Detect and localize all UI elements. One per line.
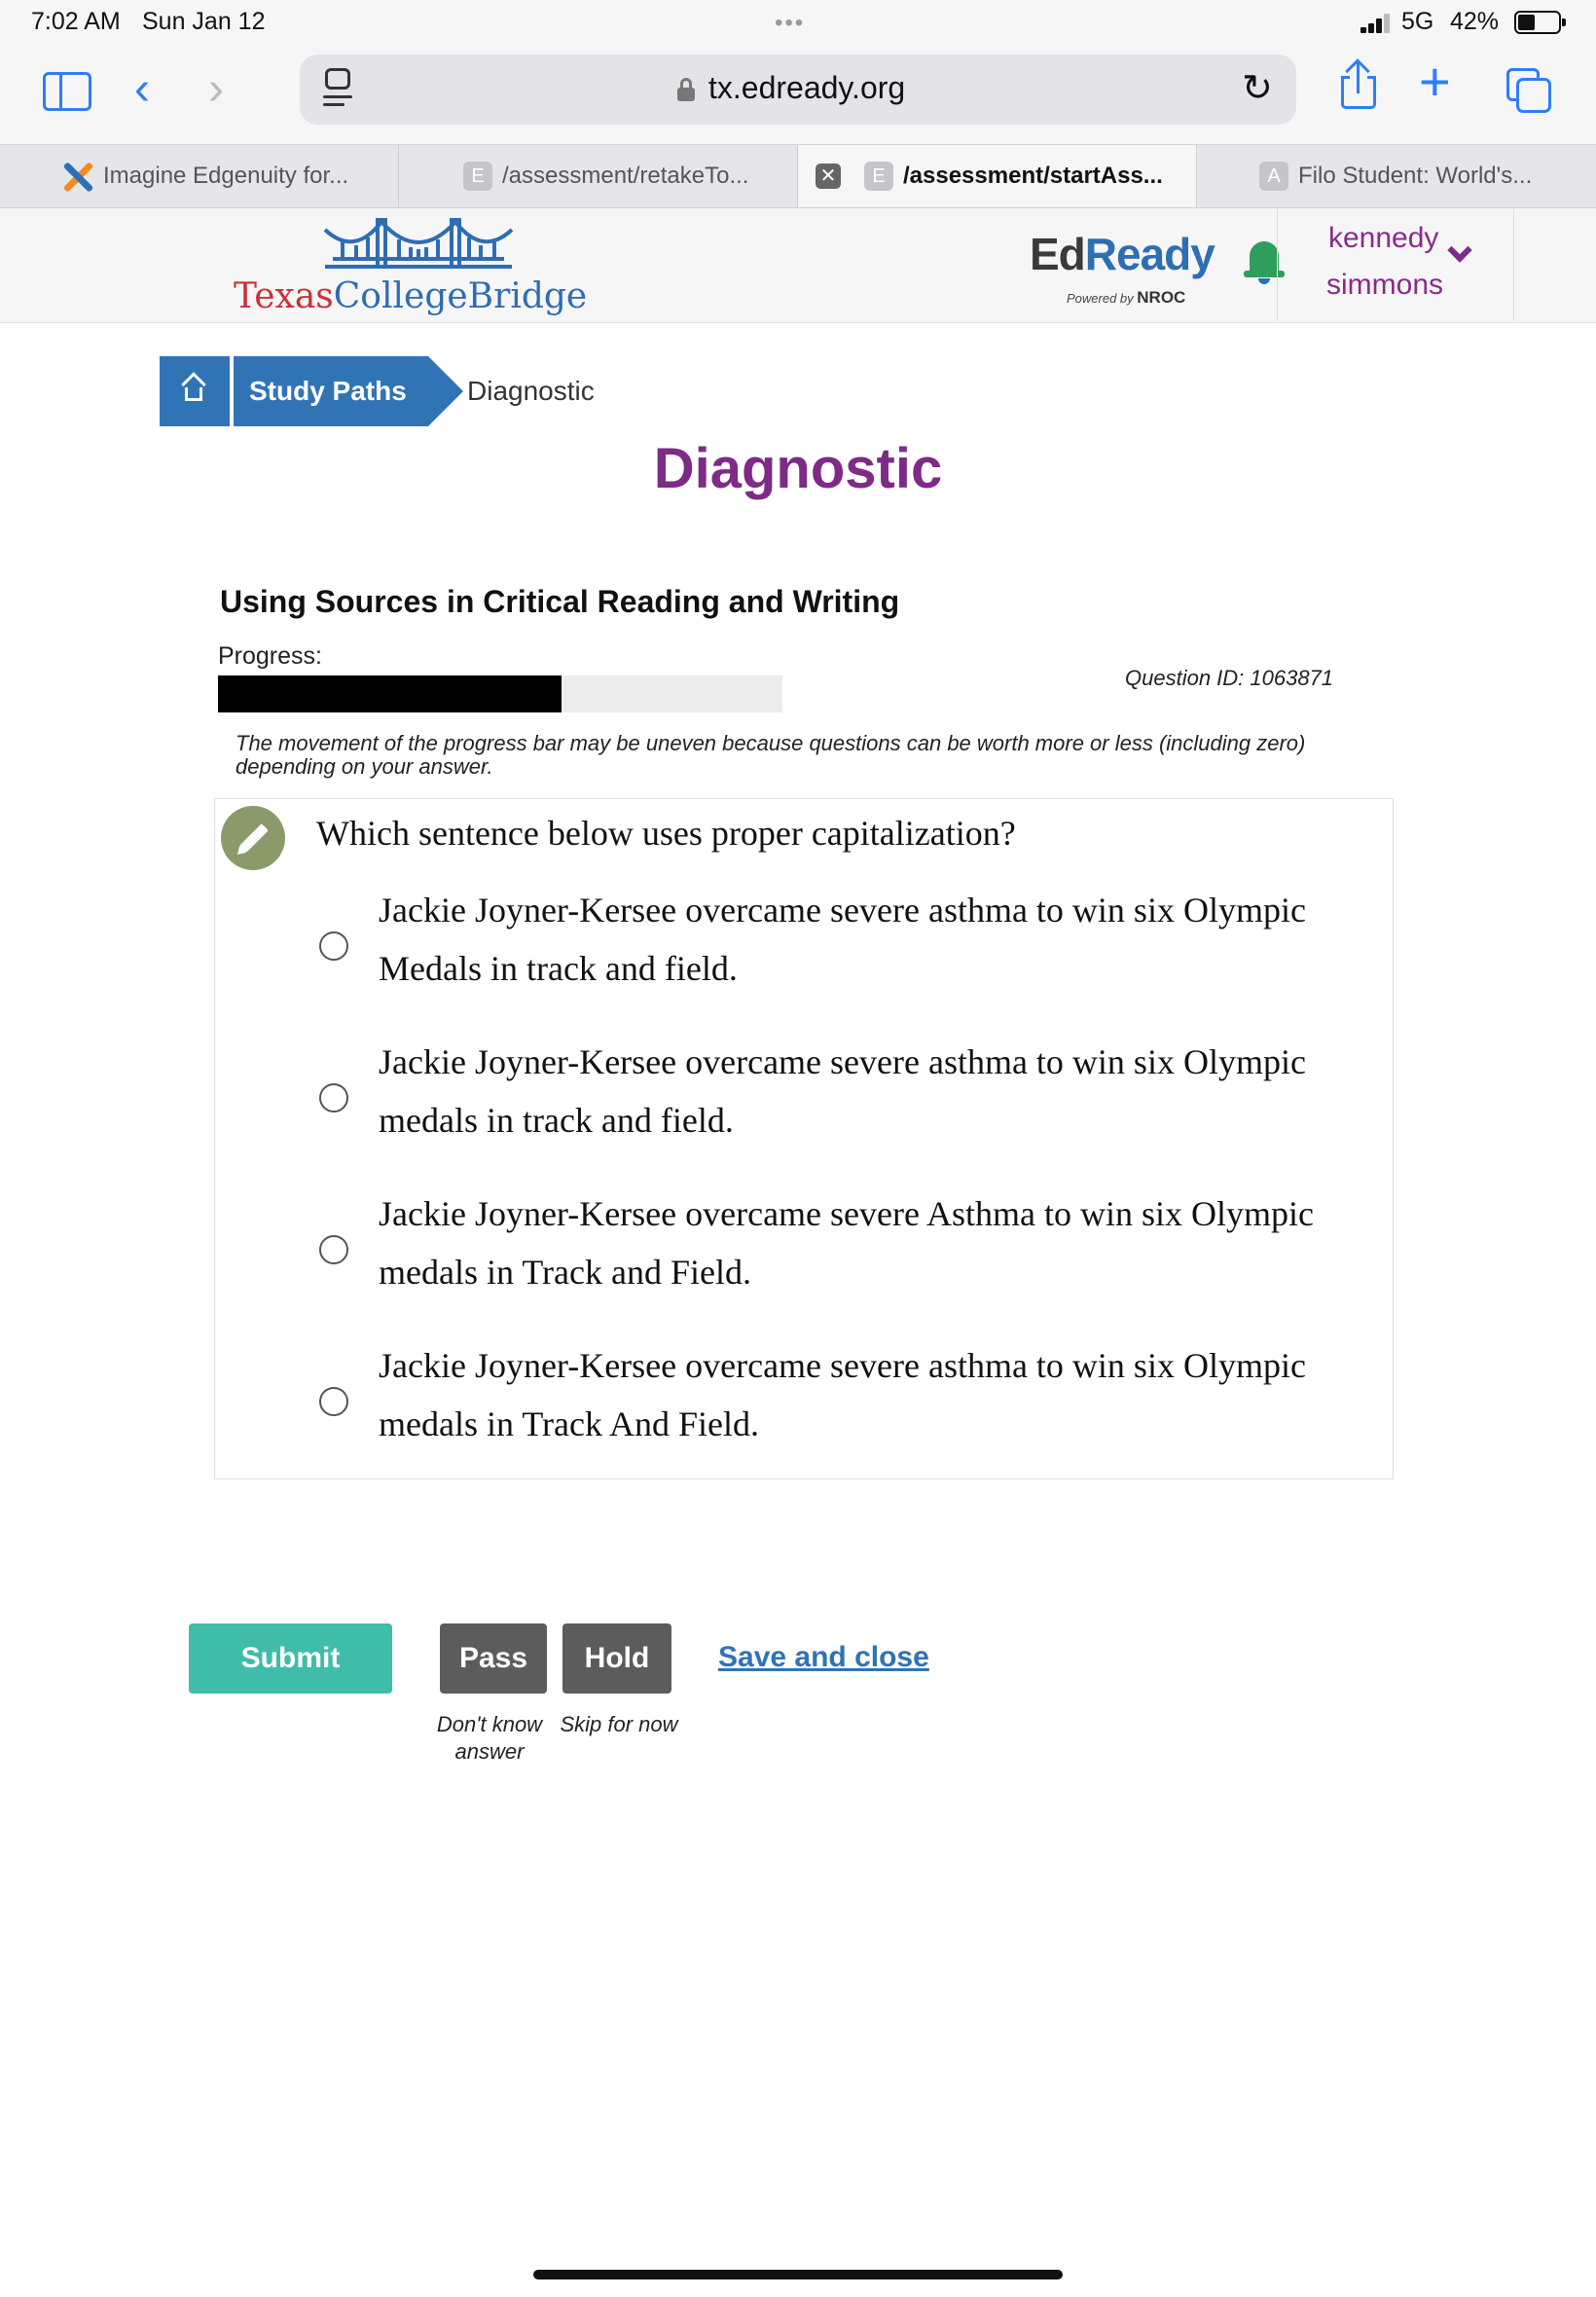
home-indicator[interactable] xyxy=(533,2270,1063,2279)
browser-tab-label: /assessment/retakeTo... xyxy=(502,163,749,189)
multitasking-dots-icon[interactable]: ••• xyxy=(775,10,806,36)
page-menu-icon[interactable] xyxy=(323,68,352,111)
edready-wordmark: EdReady xyxy=(1030,229,1215,279)
progress-bar-fill xyxy=(218,675,562,712)
pass-hint: Don't know answer xyxy=(436,1712,543,1764)
browser-tab[interactable] xyxy=(0,145,399,207)
tab-overview-icon[interactable] xyxy=(1506,68,1551,113)
breadcrumb xyxy=(160,356,841,426)
user-first-name: kennedy xyxy=(1328,222,1439,254)
favicon-e-icon: E xyxy=(864,162,893,191)
hold-button[interactable]: Hold xyxy=(562,1623,671,1694)
browser-tab[interactable] xyxy=(1197,145,1596,207)
chevron-down-icon[interactable] xyxy=(1447,237,1471,262)
breadcrumb-study-paths[interactable] xyxy=(234,356,428,426)
forward-icon[interactable]: › xyxy=(208,63,224,115)
reload-icon[interactable]: ↻ xyxy=(1242,68,1273,109)
save-and-close-link[interactable]: Save and close xyxy=(718,1641,929,1673)
hold-hint: Skip for now xyxy=(560,1712,678,1736)
favicon-e-icon: E xyxy=(463,162,492,191)
back-icon[interactable]: ‹ xyxy=(134,63,150,115)
page-title: Diagnostic xyxy=(653,437,943,500)
answer-option-text[interactable]: Jackie Joyner-Kersee overcame severe asthma to win six Olympic medals in Track And Field. xyxy=(379,1346,1306,1443)
question-prompt: Which sentence below uses proper capitalization? xyxy=(316,814,1016,853)
tcb-wordmark: TexasCollegeBridge xyxy=(234,276,588,316)
question-id: Question ID: 1063871 xyxy=(1125,666,1334,690)
edgenuity-favicon-icon xyxy=(60,161,93,194)
radio-button[interactable] xyxy=(319,1083,348,1112)
close-tab-icon[interactable]: ✕ xyxy=(816,164,841,189)
battery-percentage: 42% xyxy=(1450,8,1500,35)
status-time: 7:02 AM xyxy=(31,8,121,35)
url-text[interactable]: tx.edready.org xyxy=(708,70,906,105)
sidebar-toggle-icon[interactable] xyxy=(43,72,91,111)
browser-tab-strip xyxy=(0,144,1596,208)
bridge-icon xyxy=(321,210,516,278)
texas-college-bridge-logo[interactable] xyxy=(234,210,588,319)
user-last-name: simmons xyxy=(1326,269,1444,301)
answer-option[interactable] xyxy=(215,1033,1393,1169)
progress-bar xyxy=(218,675,782,712)
battery-icon xyxy=(1514,11,1561,34)
submit-button[interactable]: Submit xyxy=(189,1623,392,1694)
powered-by-nroc: Powered by NROC xyxy=(1067,288,1186,307)
favicon-a-icon: A xyxy=(1259,162,1288,191)
breadcrumb-home[interactable] xyxy=(160,356,230,426)
status-date: Sun Jan 12 xyxy=(142,8,266,35)
browser-tab-active[interactable] xyxy=(798,145,1197,207)
answer-option-text[interactable]: Jackie Joyner-Kersee overcame severe Asthma to win six Olympic medals in Track and Field. xyxy=(379,1194,1314,1292)
answer-option[interactable] xyxy=(215,1185,1393,1321)
edready-logo[interactable] xyxy=(1028,228,1283,310)
browser-toolbar xyxy=(0,47,1596,144)
browser-tab-label: Imagine Edgenuity for... xyxy=(103,163,349,189)
course-title: Using Sources in Critical Reading and Writing xyxy=(220,584,900,619)
answer-option[interactable] xyxy=(215,881,1393,1017)
breadcrumb-study-paths-label: Study Paths xyxy=(249,376,407,406)
home-icon xyxy=(181,382,206,403)
cellular-signal-icon xyxy=(1360,14,1390,33)
user-menu[interactable] xyxy=(1277,208,1514,321)
answer-option-text[interactable]: Jackie Joyner-Kersee overcame severe asthma to win six Olympic Medals in track and field. xyxy=(379,891,1306,988)
radio-button[interactable] xyxy=(319,1235,348,1264)
answer-option[interactable] xyxy=(215,1336,1393,1473)
browser-tab-label: Filo Student: World's... xyxy=(1298,163,1533,189)
pass-button[interactable]: Pass xyxy=(440,1623,547,1694)
radio-button[interactable] xyxy=(319,1387,348,1416)
status-bar xyxy=(0,0,1596,47)
browser-tab[interactable] xyxy=(399,145,798,207)
progress-label: Progress: xyxy=(218,642,322,670)
new-tab-icon[interactable]: + xyxy=(1419,51,1451,112)
browser-tab-label: /assessment/startAss... xyxy=(903,163,1163,189)
pencil-icon xyxy=(239,823,269,853)
lock-icon xyxy=(677,78,695,101)
address-bar[interactable] xyxy=(300,55,1296,125)
radio-button[interactable] xyxy=(319,931,348,961)
answer-option-text[interactable]: Jackie Joyner-Kersee overcame severe asthma to win six Olympic medals in track and field. xyxy=(379,1042,1306,1140)
breadcrumb-current: Diagnostic xyxy=(467,376,595,406)
progress-note: The movement of the progress bar may be uneven because questions can be worth more or less (including zero) depending on your answer. xyxy=(236,731,1306,779)
site-header xyxy=(0,208,1596,323)
share-icon[interactable] xyxy=(1337,60,1380,111)
pencil-badge xyxy=(221,806,285,870)
network-type: 5G xyxy=(1401,8,1434,35)
question-card xyxy=(214,798,1394,1479)
